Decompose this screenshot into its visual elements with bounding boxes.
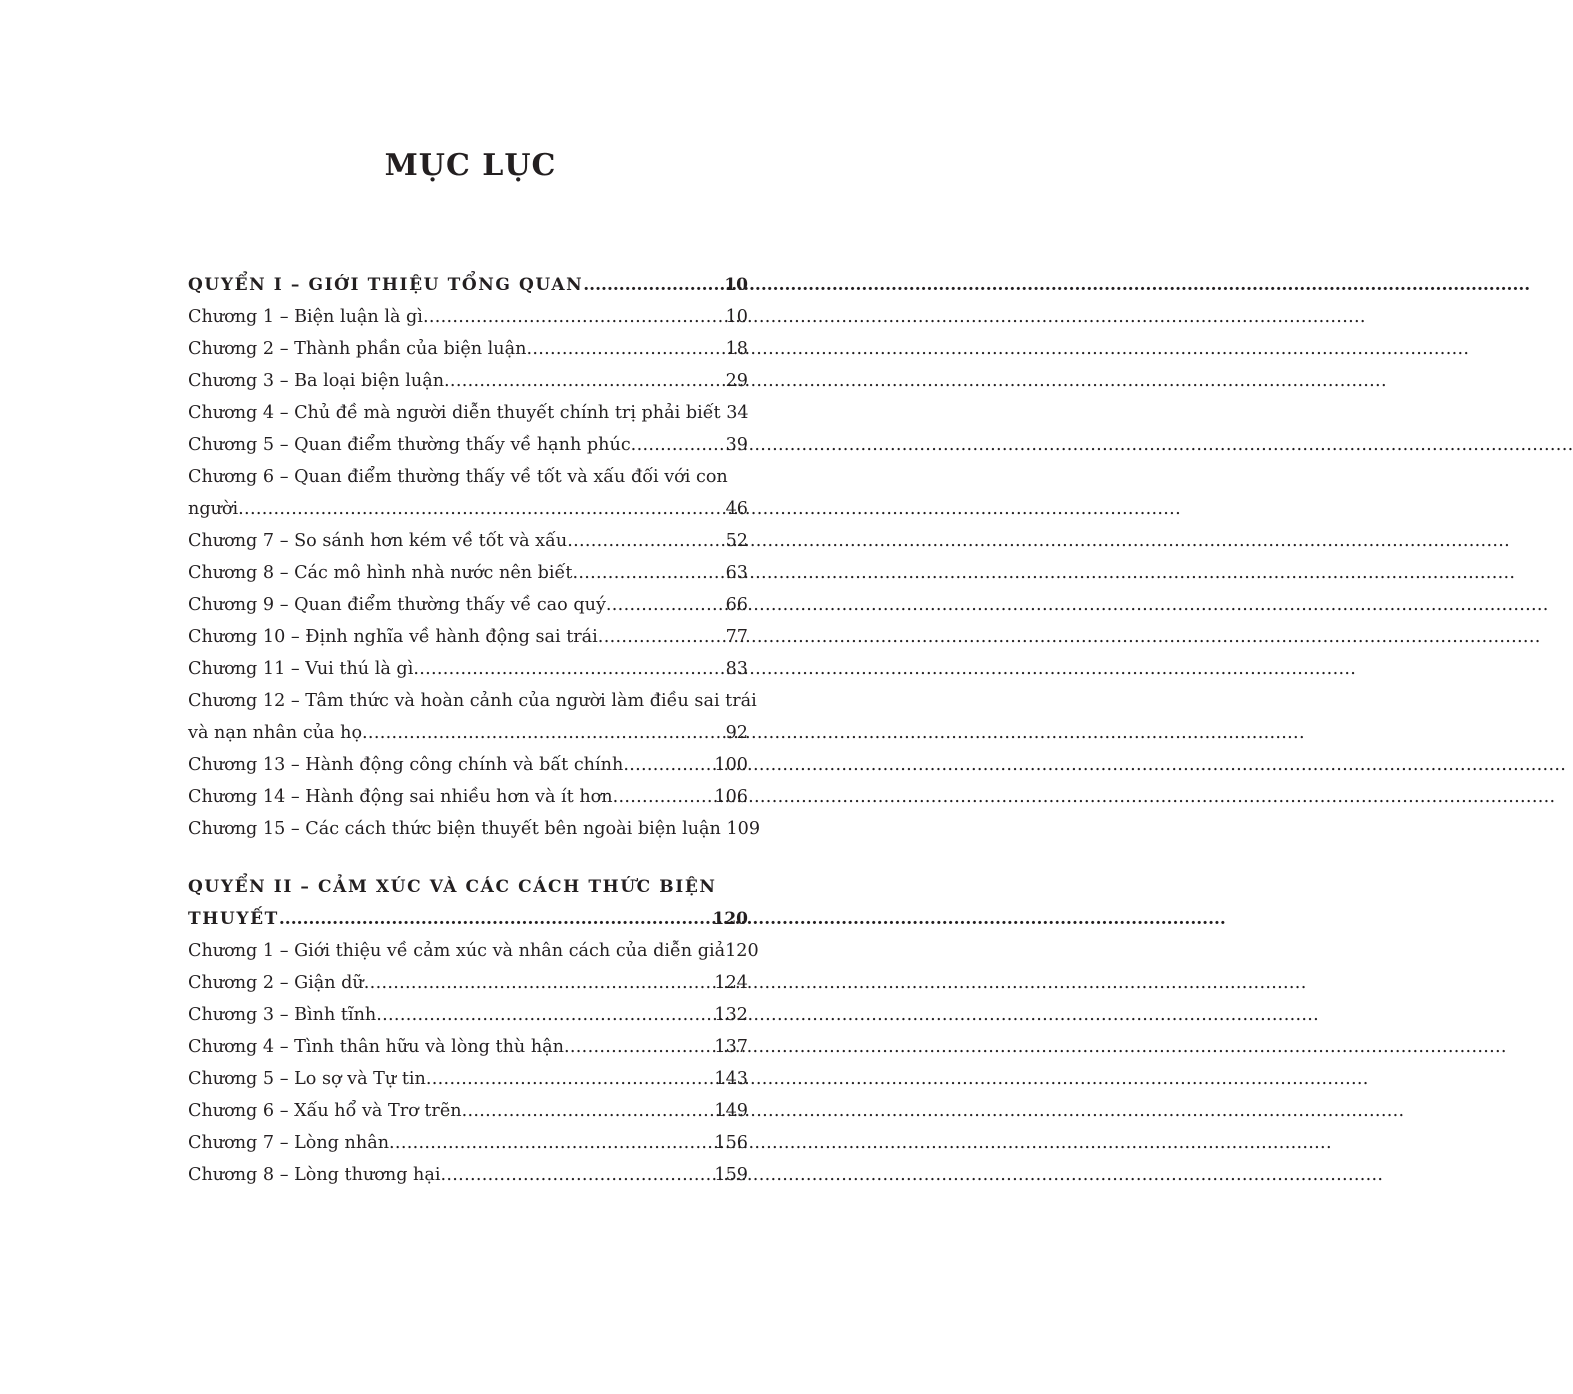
toc-entry-text: Chương 5 – Quan điểm thường thấy về hạnh phúc (188, 435, 631, 455)
toc-entry[interactable] (188, 461, 748, 493)
toc-entry[interactable] (188, 557, 748, 589)
toc-page-number: 18 (725, 339, 748, 359)
toc-entry[interactable] (188, 935, 759, 967)
toc-entry-text: Chương 1 – Giới thiệu về cảm xúc và nhân cách của diễn giả (188, 941, 726, 961)
toc-book-heading-continuation[interactable] (188, 903, 748, 935)
toc-page-number: 124 (714, 973, 748, 993)
dot-leader (279, 903, 713, 935)
toc-entry-text: và nạn nhân của họ (188, 723, 363, 743)
dot-leader (238, 493, 725, 525)
toc-entry-text: Chương 9 – Quan điểm thường thấy về cao quý (188, 595, 606, 615)
toc-page-number: 29 (725, 371, 748, 391)
toc-entry[interactable] (188, 589, 748, 621)
toc-entry-continuation[interactable] (188, 493, 748, 525)
toc-page-number: 83 (725, 659, 748, 679)
toc-page-number: 10 (724, 275, 748, 295)
toc-page-number: 10 (725, 307, 748, 327)
toc-entry[interactable] (188, 1127, 748, 1159)
toc-page-number: 149 (714, 1101, 748, 1121)
dot-leader (426, 1063, 715, 1095)
dot-leader (631, 429, 726, 461)
toc-entry-text: Chương 7 – So sánh hơn kém về tốt và xấu (188, 531, 568, 551)
toc-entry-text: Chương 14 – Hành động sai nhiều hơn và ít hơn (188, 787, 613, 807)
toc-entry-text: Chương 8 – Các mô hình nhà nước nên biết (188, 563, 573, 583)
toc-page-number: 66 (725, 595, 748, 615)
toc-entry-text: Chương 6 – Xấu hổ và Trơ trẽn (188, 1101, 462, 1121)
dot-leader (598, 621, 726, 653)
dot-leader (441, 1159, 715, 1191)
toc-entry-text: Chương 2 – Giận dữ (188, 973, 364, 993)
toc-entry-text: Chương 8 – Lòng thương hại (188, 1165, 441, 1185)
toc-entry[interactable] (188, 429, 748, 461)
toc-entry-text: Chương 13 – Hành động công chính và bất chính (188, 755, 624, 775)
toc-entry[interactable] (188, 1159, 748, 1191)
toc-entry[interactable] (188, 397, 748, 429)
toc-entry[interactable] (188, 653, 748, 685)
dot-leader (423, 301, 726, 333)
toc-entry[interactable] (188, 621, 748, 653)
toc-entry-text: Chương 5 – Lo sợ và Tự tin (188, 1069, 426, 1089)
toc-entry[interactable] (188, 1031, 748, 1063)
toc-entry[interactable] (188, 365, 748, 397)
toc-entry[interactable] (188, 967, 748, 999)
dot-leader (623, 749, 714, 781)
toc-page-number: 143 (714, 1069, 748, 1089)
toc-entry-text: Chương 10 – Định nghĩa về hành động sai trái (188, 627, 598, 647)
toc-page-number: 63 (725, 563, 748, 583)
toc-book-title: THUYẾT (188, 909, 279, 929)
toc-entry-text: người (188, 499, 239, 519)
toc-book-heading[interactable] (188, 871, 748, 903)
toc-section-book-1 (188, 269, 761, 845)
dot-leader (613, 781, 715, 813)
toc-entry-text: Chương 1 – Biện luận là gì (188, 307, 423, 327)
toc-page-number: 159 (714, 1165, 748, 1185)
table-of-contents (188, 269, 761, 1191)
toc-entry[interactable] (188, 781, 748, 813)
toc-entry-text: Chương 12 – Tâm thức và hoàn cảnh của người làm điều sai trái (188, 691, 757, 711)
toc-page-number: 46 (725, 499, 748, 519)
toc-page-number: 92 (725, 723, 748, 743)
toc-book-title: QUYỂN II – CẢM XÚC VÀ CÁC CÁCH THỨC BIỆN (188, 877, 717, 897)
dot-leader (567, 525, 725, 557)
dot-leader (526, 333, 725, 365)
dot-leader (376, 999, 714, 1031)
toc-page-number: 106 (714, 787, 748, 807)
toc-entry[interactable] (188, 333, 748, 365)
toc-entry[interactable] (188, 1095, 748, 1127)
toc-entry-text: Chương 3 – Bình tĩnh (188, 1005, 377, 1025)
toc-page-number: 132 (714, 1005, 748, 1025)
dot-leader (364, 967, 715, 999)
toc-entry-text: Chương 6 – Quan điểm thường thấy về tốt và xấu đối với con (188, 467, 728, 487)
dot-leader (444, 365, 726, 397)
toc-page-number: 52 (725, 531, 748, 551)
dot-leader (606, 589, 726, 621)
dot-leader (583, 269, 724, 301)
toc-book-heading[interactable] (188, 269, 748, 301)
toc-entry[interactable] (188, 525, 748, 557)
toc-page-number: 100 (714, 755, 748, 775)
toc-page-number: 156 (714, 1133, 748, 1153)
dot-leader (462, 1095, 715, 1127)
toc-entry-text: Chương 2 – Thành phần của biện luận (188, 339, 527, 359)
toc-page-number: 120 (712, 909, 748, 929)
page-title: MỤC LỤC (384, 148, 557, 183)
toc-section-book-2 (188, 871, 759, 1191)
toc-page-number: 39 (725, 435, 748, 455)
toc-entry[interactable] (188, 999, 748, 1031)
toc-entry-continuation[interactable] (188, 717, 748, 749)
toc-entry-text: Chương 11 – Vui thú là gì (188, 659, 414, 679)
dot-leader (564, 1031, 714, 1063)
toc-entry-text: Chương 4 – Tình thân hữu và lòng thù hận (188, 1037, 564, 1057)
dot-leader (572, 557, 725, 589)
dot-leader (362, 717, 726, 749)
toc-entry[interactable] (188, 1063, 748, 1095)
dot-leader (389, 1127, 714, 1159)
toc-page-number: 77 (725, 627, 748, 647)
toc-entry[interactable] (188, 301, 748, 333)
toc-entry-text: Chương 4 – Chủ đề mà người diễn thuyết chính trị phải biết 34 (188, 403, 749, 423)
toc-entry[interactable] (188, 685, 757, 717)
toc-book-title: QUYỂN I – GIỚI THIỆU TỔNG QUAN (188, 275, 584, 295)
dot-leader (413, 653, 725, 685)
toc-entry-text: Chương 7 – Lòng nhân (188, 1133, 390, 1153)
toc-page-number: 137 (714, 1037, 748, 1057)
toc-entry-text: Chương 15 – Các cách thức biện thuyết bên ngoài biện luận 109 (188, 819, 761, 839)
toc-page-number: 120 (725, 941, 759, 961)
toc-entry-text: Chương 3 – Ba loại biện luận (188, 371, 445, 391)
toc-entry[interactable] (188, 813, 761, 845)
toc-entry[interactable] (188, 749, 748, 781)
